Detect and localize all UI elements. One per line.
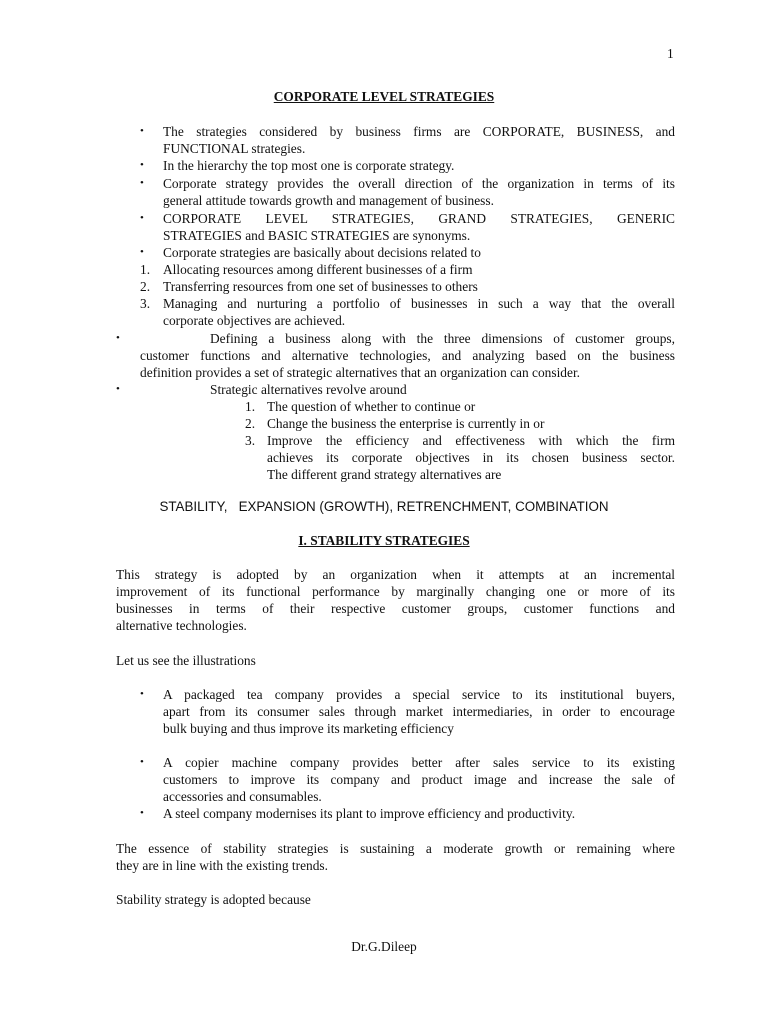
list-number: 2. <box>245 416 256 431</box>
section-title: I. STABILITY STRATEGIES <box>298 533 470 548</box>
list-item: The different grand strategy alternatives are <box>267 467 502 482</box>
bullet-text: The strategies considered by business firms are CORPORATE, BUSINESS, and <box>163 124 675 139</box>
bullet-icon: • <box>140 125 144 137</box>
footer-author: Dr.G.Dileep <box>351 939 417 954</box>
list-number: 2. <box>140 279 151 294</box>
bullet-icon: • <box>140 212 144 224</box>
bullet-text: general attitude towards growth and management of business. <box>163 193 494 208</box>
bullet-text: CORPORATE LEVEL STRATEGIES, GRAND STRATEGIES, GENERIC <box>163 211 675 226</box>
bullet-icon: • <box>140 756 144 768</box>
document-title: CORPORATE LEVEL STRATEGIES <box>273 89 495 104</box>
bullet-icon: • <box>116 383 120 395</box>
bullet-text: definition provides a set of strategic alternatives that an organization can consider. <box>140 365 581 380</box>
bullet-icon: • <box>140 807 144 819</box>
bullet-text: STRATEGIES and BASIC STRATEGIES are synonyms. <box>163 228 471 243</box>
list-number: 3. <box>140 296 151 311</box>
page-number: 1 <box>667 46 674 61</box>
list-number: 1. <box>140 262 151 277</box>
list-item: Improve the efficiency and effectiveness with which the firm <box>267 433 675 448</box>
bullet-icon: • <box>140 246 144 258</box>
bullet-text: Corporate strategy provides the overall direction of the organization in terms of its <box>163 176 675 191</box>
bullet-icon: • <box>140 159 144 171</box>
paragraph: Let us see the illustrations <box>116 653 256 668</box>
list-number: 3. <box>245 433 256 448</box>
bullet-text: customer functions and alternative technologies, and analyzing based on the business <box>140 348 675 363</box>
list-number: 1. <box>245 399 256 414</box>
list-item: Transferring resources from one set of businesses to others <box>163 279 478 294</box>
bullet-text: apart from its consumer sales through market intermediaries, in order to encourage <box>163 704 675 719</box>
bullet-text: customers to improve its company and product image and increase the sale of <box>163 772 675 787</box>
paragraph: The essence of stability strategies is sustaining a moderate growth or remaining where <box>116 841 675 856</box>
list-item: The question of whether to continue or <box>267 399 476 414</box>
bullet-icon: • <box>140 688 144 700</box>
list-item: Managing and nurturing a portfolio of businesses in such a way that the overall <box>163 296 675 311</box>
bullet-text: A copier machine company provides better after sales service to its existing <box>163 755 675 770</box>
paragraph: This strategy is adopted by an organization when it attempts at an incremental <box>116 567 675 582</box>
bullet-text: A packaged tea company provides a special service to its institutional buyers, <box>163 687 675 702</box>
bullet-text: accessories and consumables. <box>163 789 322 804</box>
bullet-text: bulk buying and thus improve its marketing efficiency <box>163 721 454 736</box>
bullet-icon: • <box>140 177 144 189</box>
list-item: corporate objectives are achieved. <box>163 313 346 328</box>
list-item: Allocating resources among different businesses of a firm <box>163 262 473 277</box>
paragraph: businesses in terms of their respective customer groups, customer functions and <box>116 601 675 616</box>
bullet-text: A steel company modernises its plant to improve efficiency and productivity. <box>163 806 576 821</box>
paragraph: improvement of its functional performance by marginally changing one or more of its <box>116 584 675 599</box>
bullet-text: Corporate strategies are basically about decisions related to <box>163 245 481 260</box>
paragraph: alternative technologies. <box>116 618 247 633</box>
list-item: achieves its corporate objectives in its chosen business sector. <box>267 450 675 465</box>
list-item: Change the business the enterprise is currently in or <box>267 416 545 431</box>
bullet-text: Strategic alternatives revolve around <box>210 382 407 397</box>
bullet-text: Defining a business along with the three dimensions of customer groups, <box>210 331 675 346</box>
bullet-icon: • <box>116 332 120 344</box>
bullet-text: In the hierarchy the top most one is corporate strategy. <box>163 158 455 173</box>
paragraph: Stability strategy is adopted because <box>116 892 311 907</box>
paragraph: they are in line with the existing trends. <box>116 858 328 873</box>
bullet-text: FUNCTIONAL strategies. <box>163 141 306 156</box>
grand-strategy-list: STABILITY, EXPANSION (GROWTH), RETRENCHMENT, COMBINATION <box>159 499 609 514</box>
